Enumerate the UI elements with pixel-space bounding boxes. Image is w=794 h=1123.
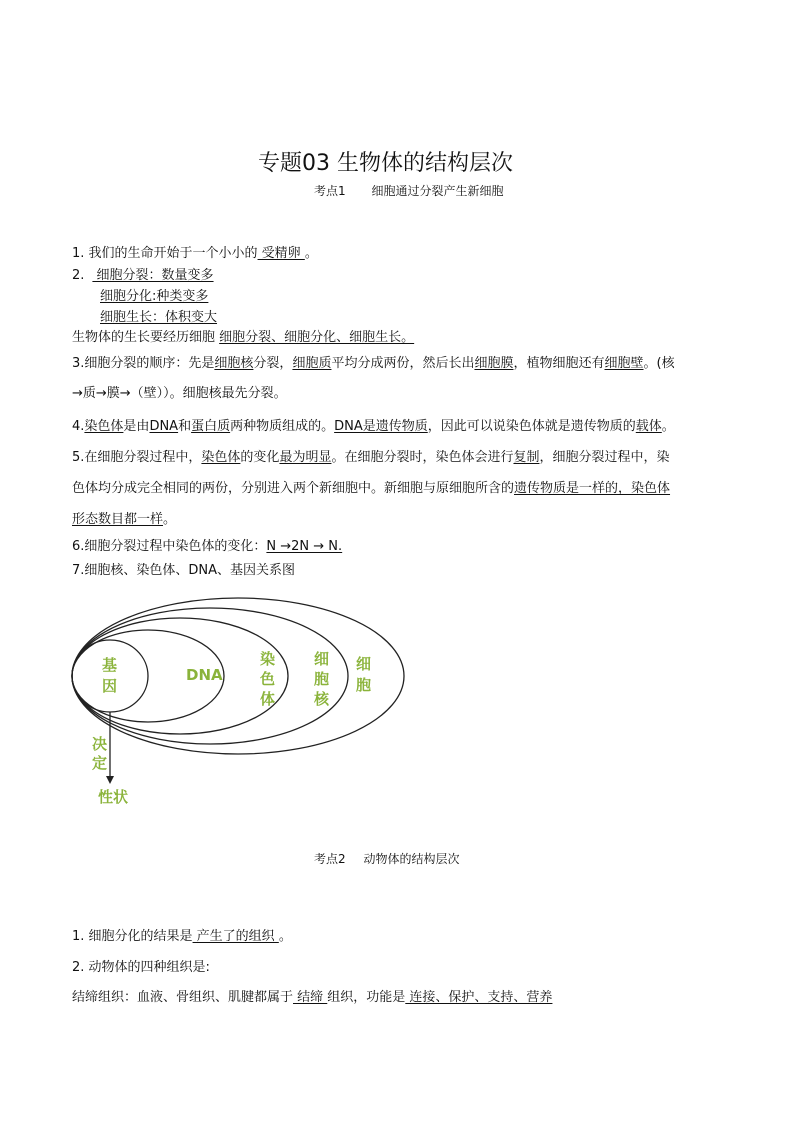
answer-text: DNA [149,419,179,434]
text: 结缔组织：血液、骨组织、肌腱都属于 [72,990,294,1005]
text: ，细胞分裂过程中，染 [539,450,670,465]
text: 。 [278,929,292,944]
dna-label: DNA [186,666,223,684]
text-line [72,929,292,945]
text-line [72,268,214,284]
text-line [72,246,318,262]
text: 5.在细胞分裂过程中， [72,450,202,465]
decide-label-2: 定 [92,754,108,772]
trait-label: 性状 [98,788,129,806]
text-line: 2. 动物体的四种组织是: [72,960,210,975]
decide-label-1: 决 [92,735,108,753]
text: 的变化 [240,450,280,465]
text: ，植物细胞还有 [513,356,605,371]
text: 两种物质组成的。 [230,419,335,434]
answer-text: 染色体 [201,450,241,465]
text: 和 [178,419,192,434]
text: 色体均分成完全相同的两份，分别进入两个新细胞中。新细胞与原细胞所含的 [72,481,515,496]
text-line [72,419,675,435]
answer-text: 蛋白质 [191,419,231,434]
text-line [72,330,414,346]
gene-label-1: 基 [102,656,118,674]
section-text: 动物体的结构层次 [363,852,460,866]
text: 。 [661,419,675,434]
answer-text: 细胞核 [214,356,254,371]
text-line [72,990,552,1006]
text-line [72,450,670,466]
answer-text: N →2N → N. [266,539,343,554]
answer-text: 结缔 [293,990,328,1005]
cell-ellipse [72,598,404,754]
text: 是由 [123,419,150,434]
text-line [72,512,176,528]
section-label: 考点1 [314,184,346,198]
text: ，因此可以说染色体就是遗传物质的 [427,419,636,434]
text-line: 7.细胞核、染色体、DNA、基因关系图 [72,563,296,578]
page-title: 专题03 生物体的结构层次 [258,151,513,176]
cell-label-2: 胞 [356,676,372,694]
text: 2. [72,268,85,283]
answer-text: 细胞分裂、细胞分化、细胞生长。 [219,330,415,345]
answer-text: 细胞分化:种类变多 [100,289,209,304]
gene-ellipse [72,640,148,712]
nucleus-label-2: 胞 [314,670,330,688]
answer-text: 最为明显 [279,450,332,465]
answer-text: 载体 [635,419,662,434]
cell-label-1: 细 [356,655,372,673]
text: 1. 细胞分化的结果是 [72,929,193,944]
text: 。 [304,246,318,261]
answer-text: 产生了的组织 [192,929,279,944]
text: 。(核 [643,356,675,371]
section-heading [314,182,503,199]
text: 1. 我们的生命开始于一个小小的 [72,246,258,261]
answer-text: 细胞膜 [474,356,514,371]
text: 分裂， [253,356,293,371]
answer-text: 细胞壁 [604,356,644,371]
text: 6.细胞分裂过程中染色体的变化： [72,539,267,554]
answer-text: 受精卵 [257,246,305,261]
text-line [72,481,670,497]
answer-text: 细胞生长：体积变大 [100,310,218,325]
answer-text: 细胞分裂：数量变多 [92,268,214,283]
text: 4. [72,419,85,434]
text-line [72,356,675,372]
text: 。在细胞分裂时，染色体会进行 [331,450,514,465]
section-text: 细胞通过分裂产生新细胞 [371,184,504,198]
text: 平均分成两份，然后长出 [331,356,475,371]
relationship-diagram [70,596,410,811]
answer-text: 细胞质 [292,356,332,371]
section-heading [314,850,459,867]
answer-text: 连接、保护、支持、营养 [405,990,553,1005]
gene-label-2: 因 [102,677,118,695]
chromosome-label-3: 体 [260,690,276,708]
text: 生物体的生长要经历细胞 [72,330,220,345]
text-line: →质→膜→（壁））。细胞核最先分裂。 [72,386,287,401]
answer-text: DNA是遗传物质 [334,419,428,434]
section-label: 考点2 [314,852,346,866]
text-line [72,539,342,555]
nucleus-label-1: 细 [314,650,330,668]
answer-text: 遗传物质是一样的，染色体 [514,481,671,496]
answer-text: 染色体 [84,419,124,434]
text: 3.细胞分裂的顺序：先是 [72,356,215,371]
nucleus-label-3: 核 [314,690,330,708]
arrow-head-icon [106,776,114,784]
chromosome-label-1: 染 [260,650,276,668]
chromosome-ellipse [72,618,288,734]
chromosome-label-2: 色 [260,670,276,688]
text: 组织，功能是 [327,990,406,1005]
answer-text: 形态数目都一样 [72,512,164,527]
answer-text: 复制 [513,450,540,465]
text: 。 [163,512,177,527]
